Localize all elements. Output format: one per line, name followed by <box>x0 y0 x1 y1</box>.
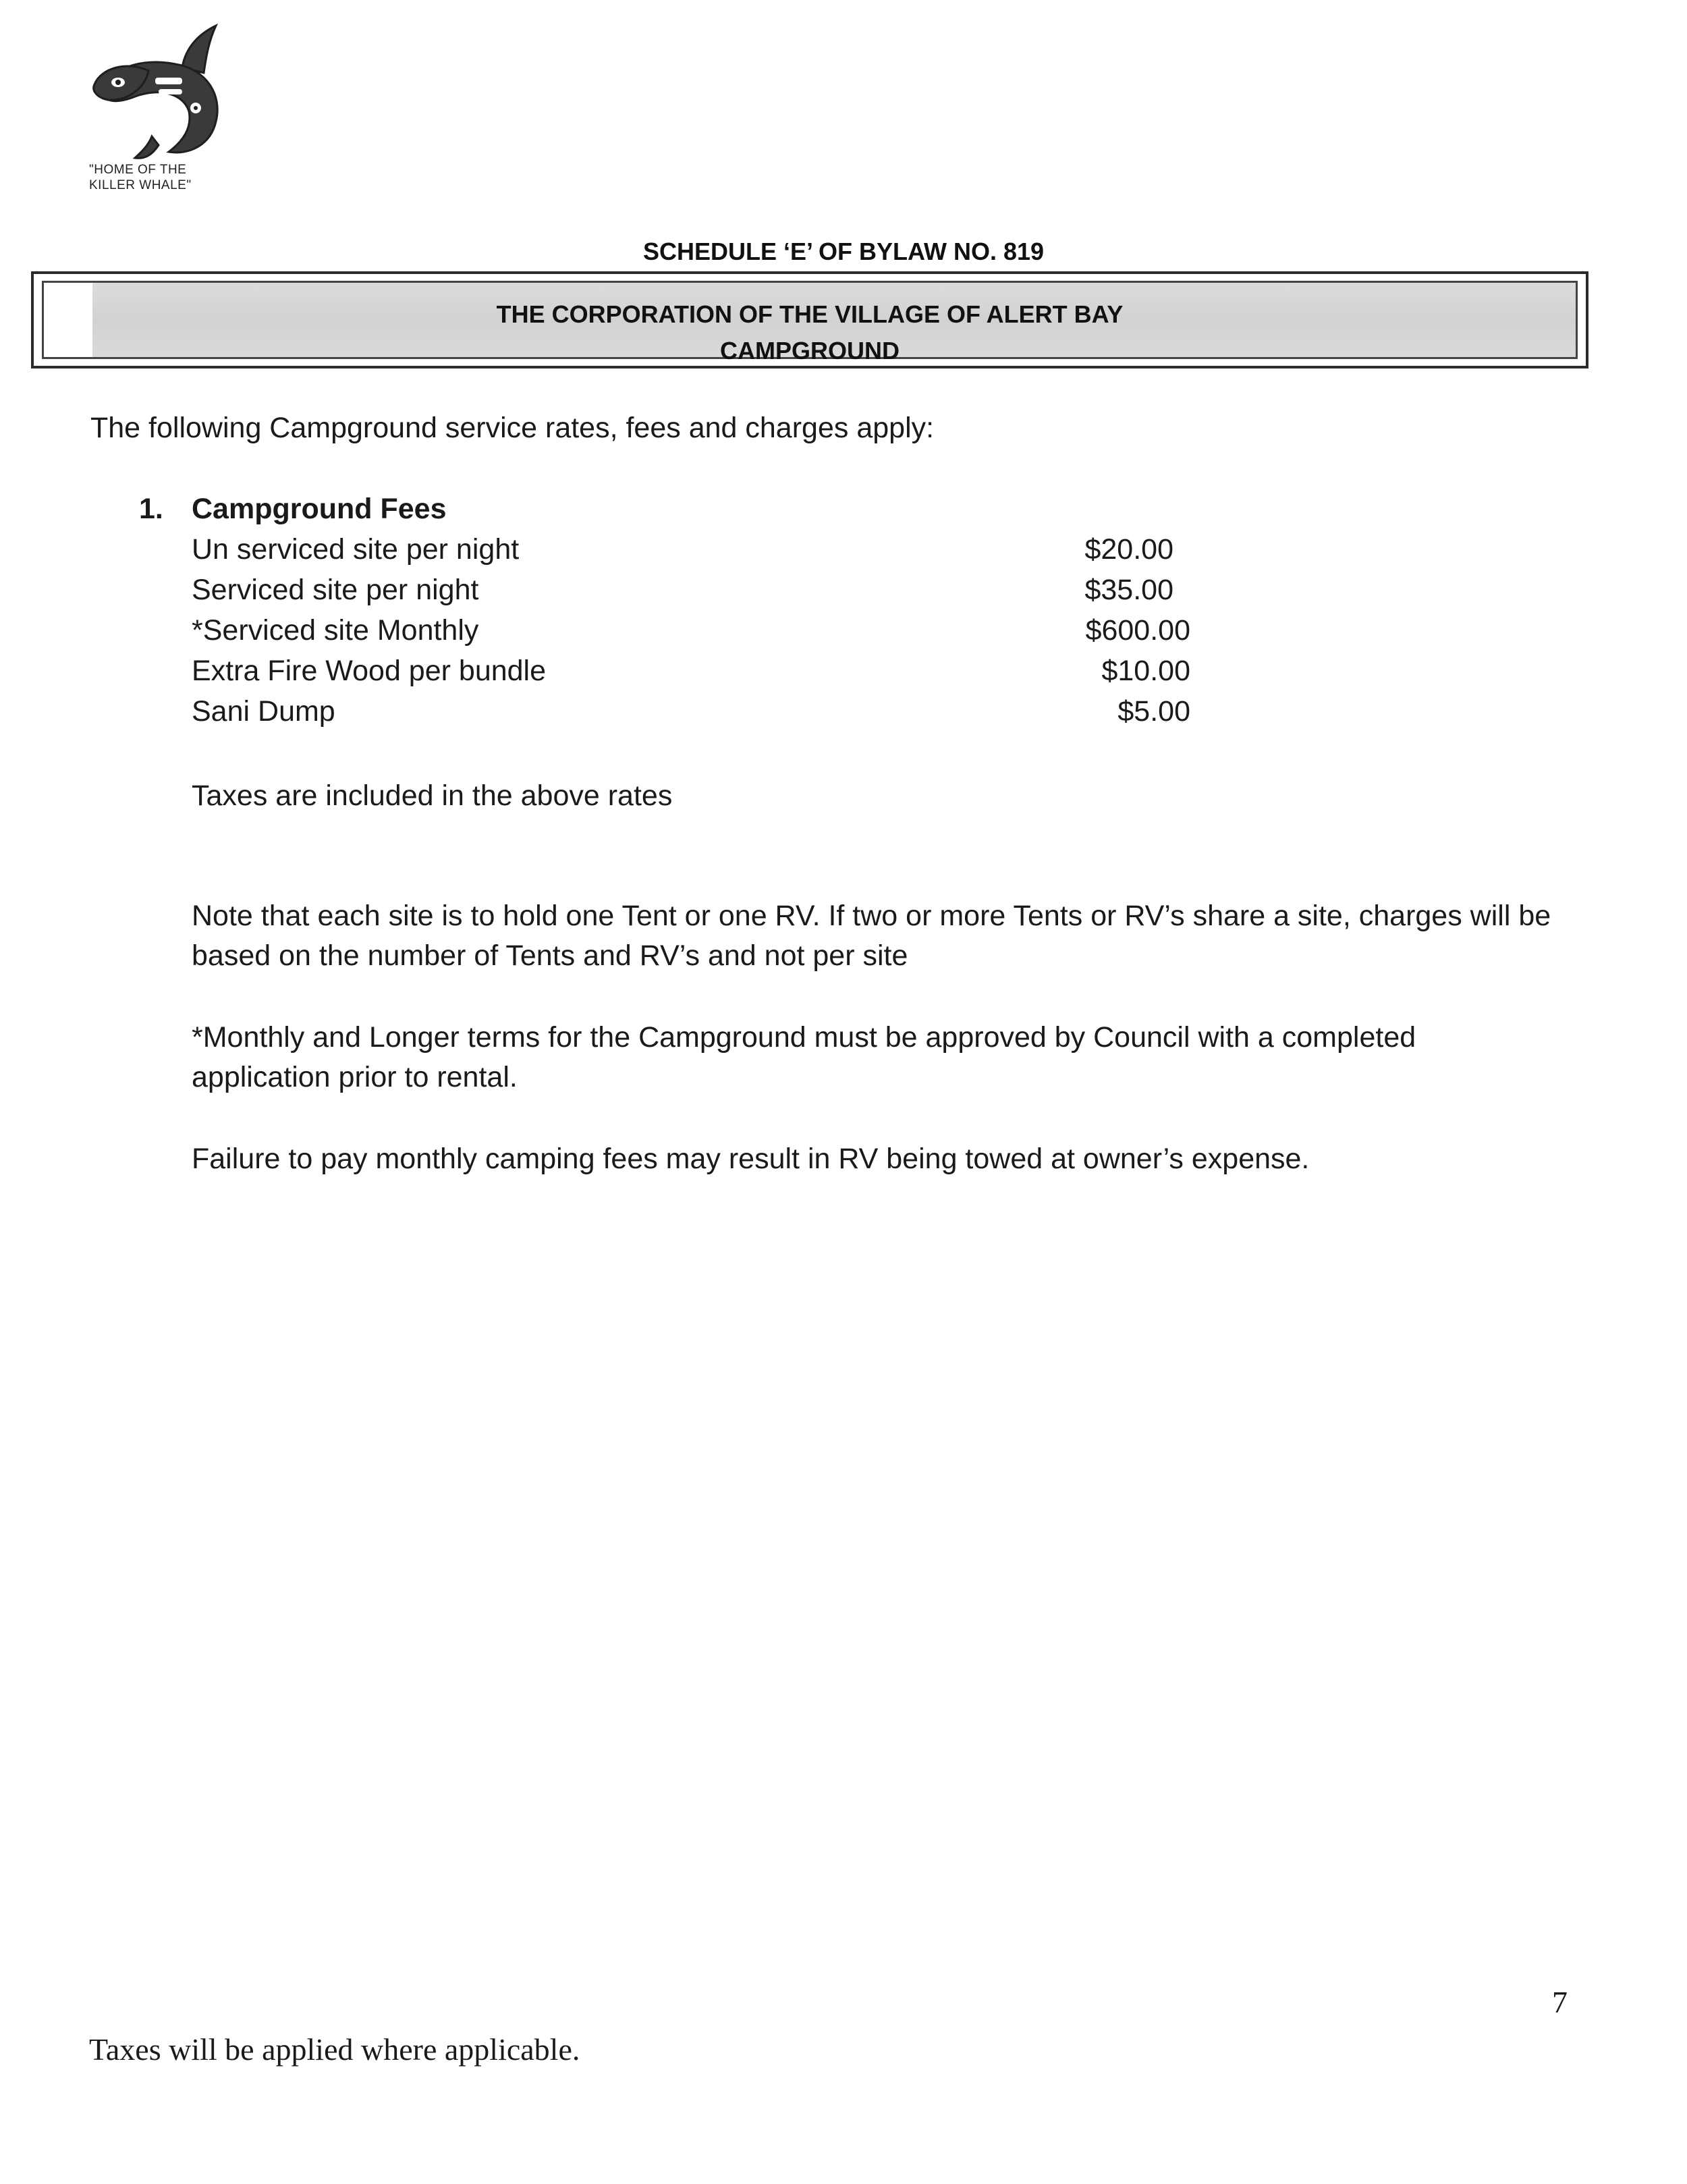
killer-whale-logo-icon <box>81 20 229 162</box>
fee-label: Sani Dump <box>192 695 335 728</box>
fee-label: Un serviced site per night <box>192 533 520 566</box>
banner-line-2: CAMPGROUND <box>720 337 900 364</box>
taxes-included-note: Taxes are included in the above rates <box>192 780 673 812</box>
failure-to-pay-note: Failure to pay monthly camping fees may result in RV being towed at owner’s expense. <box>192 1143 1310 1175</box>
fee-row <box>192 695 1190 736</box>
banner-text <box>44 296 1576 369</box>
footer-note: Taxes will be applied where applicable. <box>89 2032 580 2067</box>
site-occupancy-note: Note that each site is to hold one Tent or one RV. If two or more Tents or RV’s share a site, charges will be based on the number of Tents and RV’s and not per site <box>192 900 1551 972</box>
fee-row <box>192 533 1190 574</box>
schedule-title: SCHEDULE ‘E’ OF BYLAW NO. 819 <box>642 238 1045 265</box>
fee-price: $10.00 <box>1101 655 1190 687</box>
section-number: 1. <box>139 493 163 525</box>
fee-price: $600.00 <box>1085 614 1190 647</box>
motto-line-2: KILLER WHALE" <box>89 178 192 192</box>
section-title: Campground Fees <box>192 493 447 525</box>
fee-label: Serviced site per night <box>192 574 479 606</box>
banner-line-1: THE CORPORATION OF THE VILLAGE OF ALERT BAY <box>496 300 1124 328</box>
monthly-terms-note: *Monthly and Longer terms for the Campground must be approved by Council with a completed application prior to rental. <box>192 1021 1416 1093</box>
fee-label: Extra Fire Wood per bundle <box>192 655 547 687</box>
fee-row <box>192 614 1190 655</box>
fee-row <box>192 574 1190 614</box>
fee-price: $20.00 <box>1084 533 1173 566</box>
fee-price: $35.00 <box>1084 574 1173 606</box>
fee-price: $5.00 <box>1117 695 1190 728</box>
motto-line-1: "HOME OF THE <box>89 163 187 177</box>
intro-text: The following Campground service rates, fees and charges apply: <box>90 412 935 444</box>
page-number: 7 <box>1552 1985 1568 2019</box>
fee-label: *Serviced site Monthly <box>192 614 479 647</box>
logo-motto <box>89 162 265 193</box>
fee-row <box>192 655 1190 695</box>
title-banner <box>31 271 1588 368</box>
banner-inner-frame <box>42 281 1578 364</box>
